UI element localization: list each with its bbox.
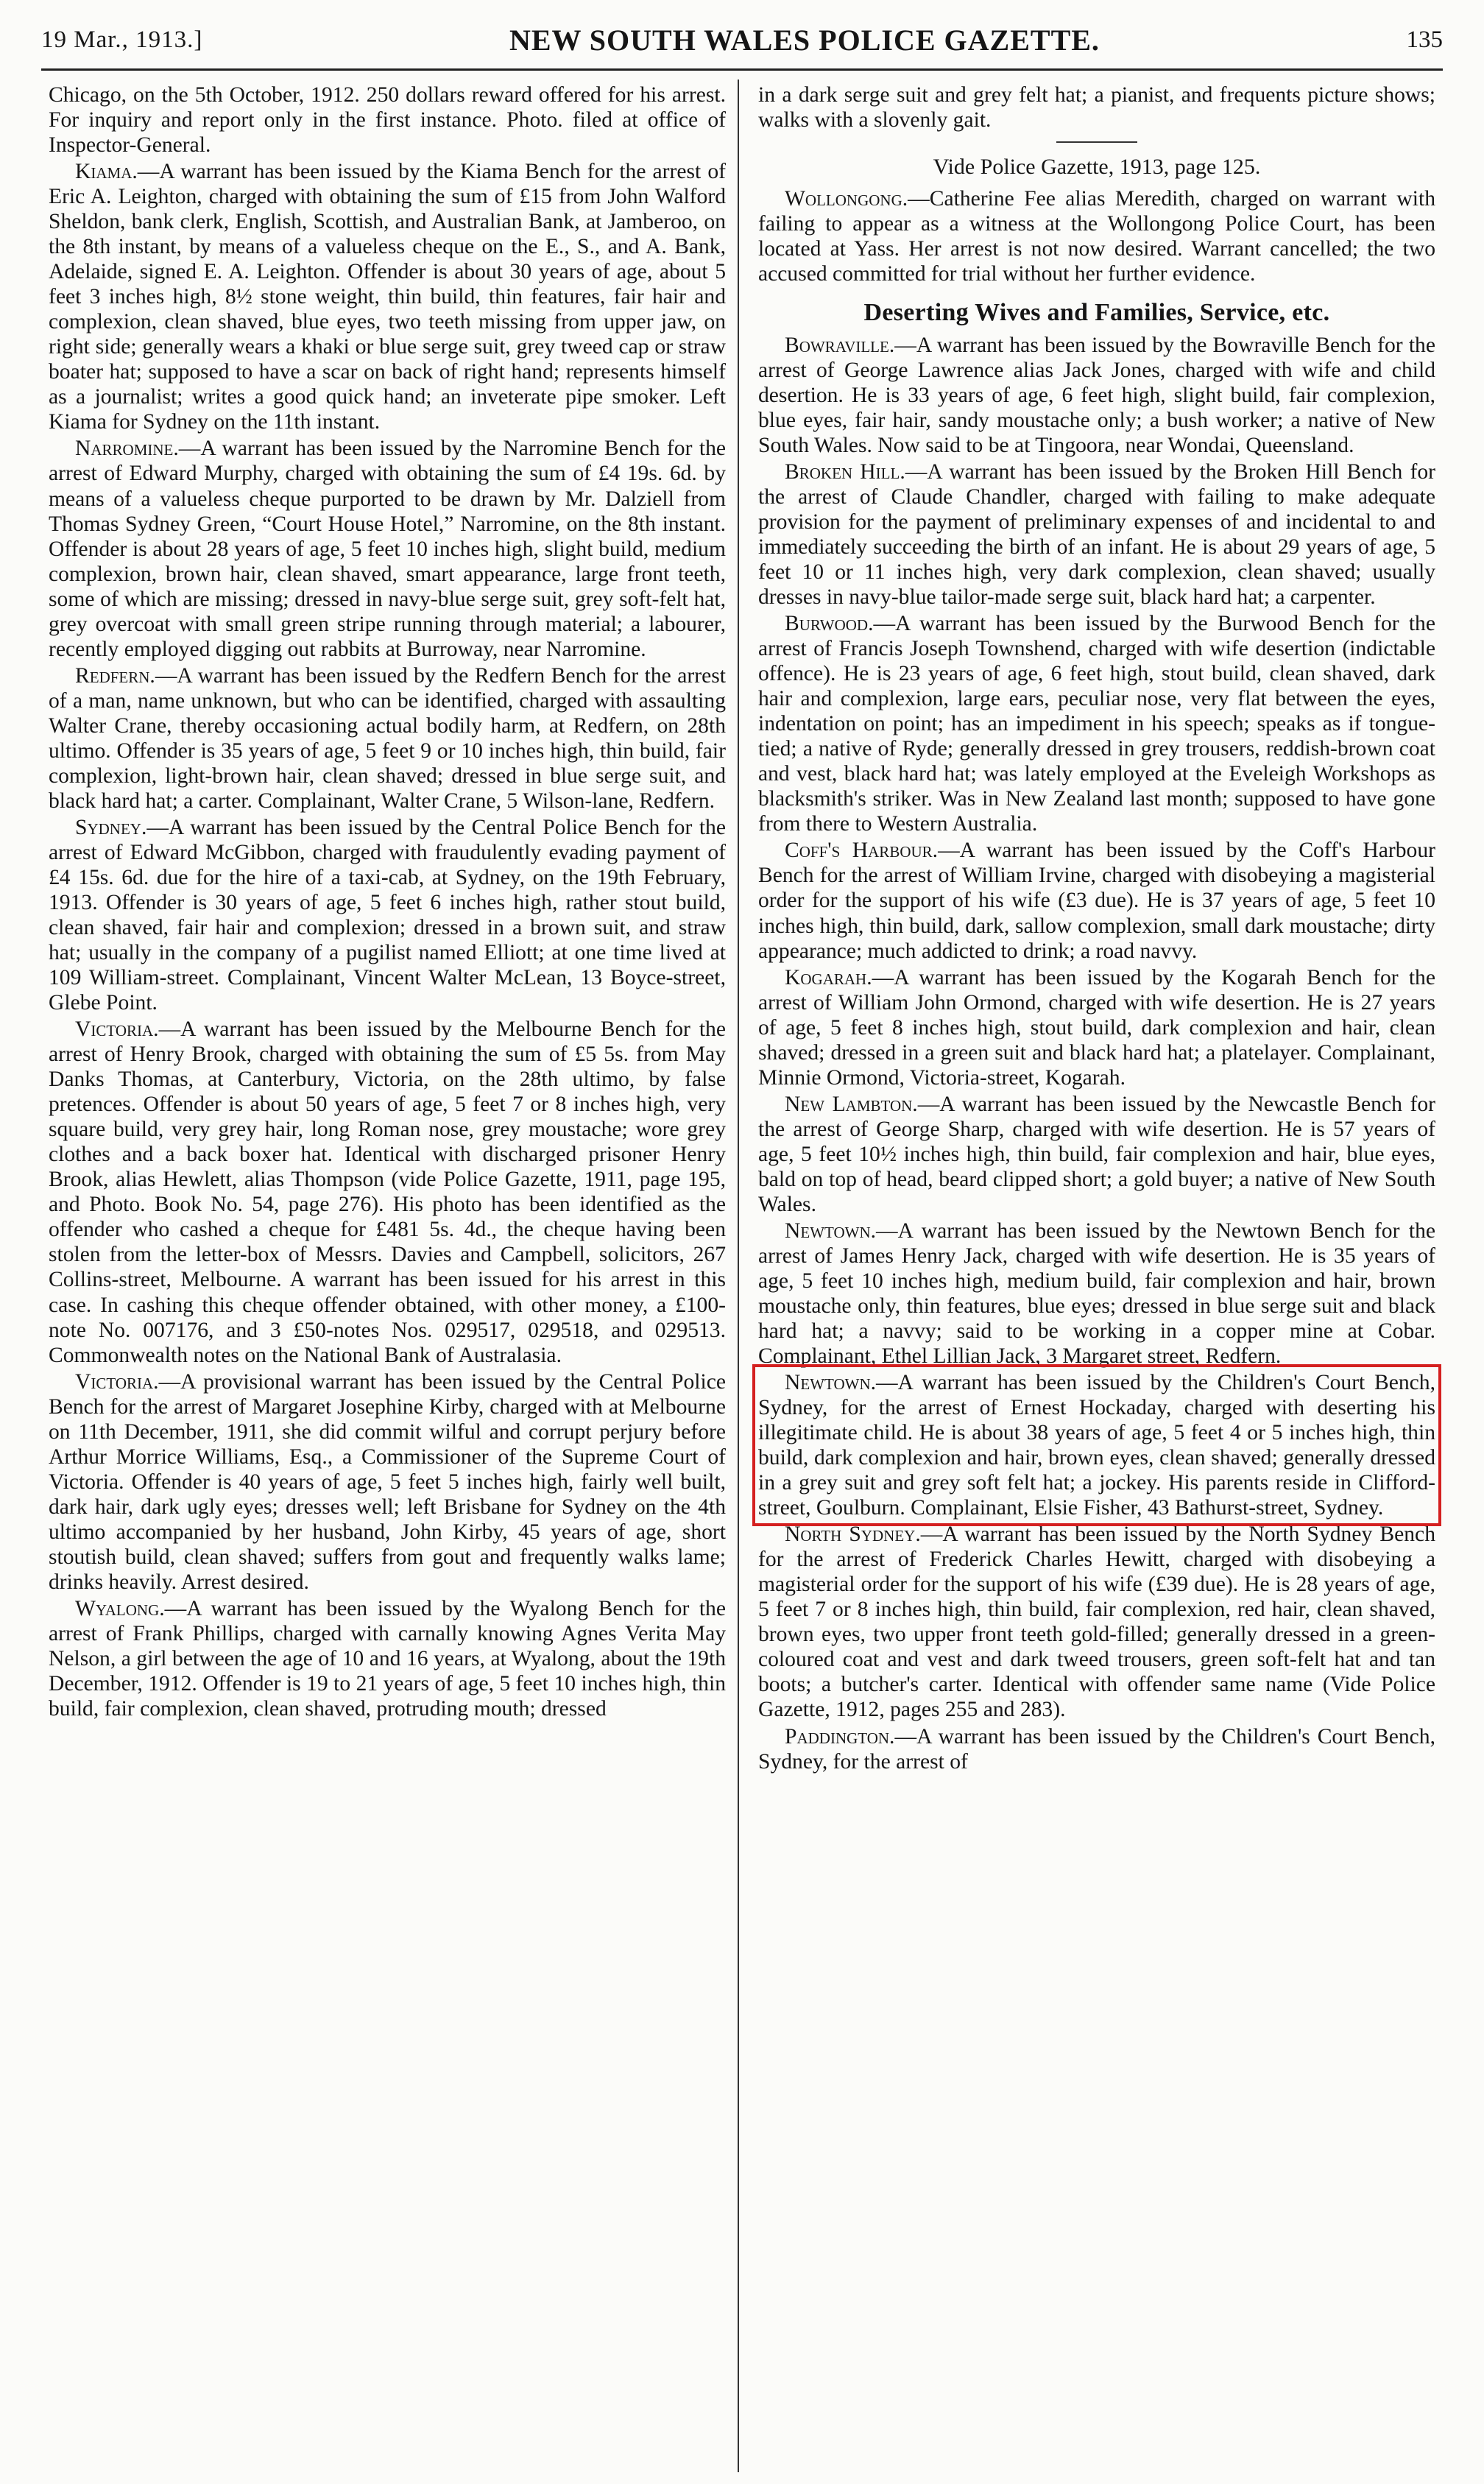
place-name: North Sydney. bbox=[785, 1522, 921, 1547]
place-name: Paddington. bbox=[785, 1724, 895, 1749]
paragraph bbox=[49, 159, 726, 434]
paragraph bbox=[758, 1522, 1435, 1722]
paragraph-text: —A warrant has been issued by the Coff's Harbour Bench for the arrest of William Irvine, charged with disobeying a magisterial order for the support of his wife (£3 due). He is 37 years of age, 5 feet 10 inches high, thin build, dark, sallow complexion, small dark moustache; dirty appearance; much addicted to drink; a road navvy. bbox=[758, 839, 1435, 963]
paragraph-text: —A warrant has been issued by the Children's Court Bench, Sydney, for the arrest of Ernest Hockaday, charged with deserting his illegitimate child. He is about 38 years of age, 5 feet 4 or 5 inches high, thin build, dark complexion and hair, brown eyes, clean shaved; generally dressed in a grey suit and grey soft felt hat; a jockey. His parents reside in Clifford-street, Goulburn. Complainant, Elsie Fisher, 43 Bathurst-street, Sydney. bbox=[758, 1371, 1435, 1520]
paragraph bbox=[49, 663, 726, 814]
place-name: Victoria. bbox=[75, 1369, 159, 1394]
header-rule bbox=[41, 68, 1443, 71]
paragraph-text: —Catherine Fee alias Meredith, charged on warrant with failing to appear as a witness at the Wollongong Police Court, has been located at Yass. Her arrest is not now desired. Warrant cancelled; the two accused committed for trial without her further evidence. bbox=[758, 186, 1435, 286]
paragraph-text: —A warrant has been issued by the Broken Hill Bench for the arrest of Claude Chandler, charged with failing to make adequate provision for the payment of preliminary expenses of and incidental to and immediately succeeding the birth of an infant. He is about 29 years of age, 5 feet 10 or 11 inches high, very dark complexion, clean shaved; usually dresses in navy-blue tailor-made serge suit, black hard hat; a carpenter. bbox=[758, 459, 1435, 610]
right-column bbox=[758, 82, 1435, 1776]
place-name: Kogarah. bbox=[785, 965, 872, 989]
paragraph-text: —A warrant has been issued by the Melbourne Bench for the arrest of Henry Brook, charged with obtaining the sum of £5 5s. from May Danks Thomas, at Canterbury, Victoria, on the 28th ultimo, by false pretences. Offender is about 50 years of age, 5 feet 7 or 8 inches high, very square build, very grey hair, long Roman nose, grey moustache; wore grey clothes and a back boxer hat. Identical with discharged prisoner Henry Brook, alias Hewlett, alias Thompson (vide Police Gazette, 1911, page 195, and Photo. Book No. 54, page 276). His photo has been identified as the offender who cashed a cheque for £481 5s. 4d., the cheque having been stolen from the letter-box of Messrs. Davies and Campbell, solicitors, 267 Collins-street, Melbourne. A warrant has been issued for his arrest in this case. In cashing this cheque offender obtained, with other money, a £100-note No. 007176, and 3 £50-notes Nos. 029517, 029518, and 029513. Commonwealth notes on the National Bank of Australasia. bbox=[49, 1017, 726, 1367]
page-number: 135 bbox=[1406, 26, 1443, 53]
paragraph-text: in a dark serge suit and grey felt hat; a pianist, and frequents picture shows; walks with a slovenly gait. bbox=[758, 83, 1435, 133]
paragraph-text: —A warrant has been issued by the Kiama Bench for the arrest of Eric A. Leighton, charged with obtaining the sum of £15 from John Walford Sheldon, bank clerk, English, Scottish, and Australian Bank, at Jamberoo, on the 8th instant, by means of a valueless cheque on the E., S., and A. Bank, Adelaide, signed E. A. Leighton. Offender is about 30 years of age, about 5 feet 3 inches high, 8½ stone weight, thin build, thin features, fair hair and complexion, clean shaved, blue eyes, two teeth missing from upper jaw, on right side; generally wears a khaki or blue serge suit, grey tweed cap or straw boater hat; supposed to have a scar on back of right hand; represents himself as a journalist; writes a good quick hand; an inveterate pipe smoker. Left Kiama for Sydney on the 11th instant. bbox=[49, 160, 726, 434]
paragraph-text: Chicago, on the 5th October, 1912. 250 dollars reward offered for his arrest. For inquiry and report only in the first instance. Photo. filed at office of Inspector-General. bbox=[49, 83, 726, 158]
place-name: Bowraville. bbox=[785, 333, 895, 357]
header-title: NEW SOUTH WALES POLICE GAZETTE. bbox=[509, 23, 1100, 57]
place-name: Newtown. bbox=[785, 1218, 877, 1243]
paragraph bbox=[758, 82, 1435, 133]
paragraph-text: —A warrant has been issued by the North Sydney Bench for the arrest of Frederick Charles Hewitt, charged with disobeying a magisterial order for the support of his wife (£39 due). He is 28 years of age, 5 feet 7 or 8 inches high, thin build, fair complexion, red hair, clean shaved, brown eyes, two upper front teeth gold-filled; generally dressed in a green-coloured coat and vest and dark tweed trousers, green soft-felt hat and tan boots; a butcher's carter. Identical with offender same name (Vide Police Gazette, 1912, pages 255 and 283). bbox=[758, 1522, 1435, 1722]
paragraph-text: —A warrant has been issued by the Central Police Bench for the arrest of Edward McGibbon, charged with fraudulently evading payment of £4 15s. 6d. due for the hire of a taxi-cab, at Sydney, on the 19th February, 1913. Offender is 30 years of age, 5 feet 6 inches high, rather stout build, clean shaved, fair hair and complexion; dressed in a brown suit, and straw hat; usually in the company of a pugilist named Elliott; at one time lived at 109 William-street. Complainant, Vincent Walter McLean, 13 Boyce-street, Glebe Point. bbox=[49, 815, 726, 1015]
paragraph bbox=[49, 436, 726, 661]
place-name: Redfern. bbox=[75, 663, 155, 688]
paragraph-text: —A warrant has been issued by the Bowraville Bench for the arrest of George Lawrence alias Jack Jones, charged with wife and child desertion. He is 33 years of age, 6 feet high, slight build, fair complexion, blue eyes, fair hair, sandy moustache only; a bush worker; a native of New South Wales. Now said to be at Tingoora, near Wondai, Queensland. bbox=[758, 333, 1435, 457]
vide-reference: Vide Police Gazette, 1913, page 125. bbox=[933, 155, 1261, 180]
place-name: Wollongong. bbox=[785, 186, 908, 211]
column-divider bbox=[738, 80, 739, 2472]
paragraph-text: —A warrant has been issued by the Kogarah Bench for the arrest of William John Ormond, charged with wife desertion. He is 27 years of age, 5 feet 8 inches high, stout build, dark complexion and hair, clean shaved; dressed in a green suit and black hard hat; a platelayer. Complainant, Minnie Ormond, Victoria-street, Kogarah. bbox=[758, 965, 1435, 1090]
paragraph bbox=[758, 1218, 1435, 1369]
paragraph bbox=[49, 82, 726, 158]
paragraph-text: —A provisional warrant has been issued by the Central Police Bench for the arrest of Margaret Josephine Kirby, charged with at Melbourne on 11th December, 1911, she did commit wilful and corrupt perjury before Arthur Morrice Williams, Esq., a Commissioner of the Supreme Court of Victoria. Offender is 40 years of age, 5 feet 5 inches high, fairly well built, dark hair, dark ugly eyes; dresses well; left Brisbane for Sydney on the 4th ultimo accompanied by her husband, John Kirby, 45 years of age, short stoutish build, clean shaved; suffers from gout and frequently walks lame; drinks heavily. Arrest desired. bbox=[49, 1369, 726, 1594]
place-name: Victoria. bbox=[75, 1017, 159, 1042]
paragraph bbox=[758, 186, 1435, 286]
paragraph-text: —A warrant has been issued by the Newcastle Bench for the arrest of George Sharp, charged with wife desertion. He is 57 years of age, 5 feet 10½ inches high, thin build, fair complexion and hair, blue eyes, bald on top of head, beard clipped short; a gold buyer; a native of New South Wales. bbox=[758, 1092, 1435, 1216]
place-name: Coff's Harbour. bbox=[785, 839, 939, 863]
place-name: Wyalong. bbox=[75, 1596, 165, 1620]
separator-rule bbox=[1056, 141, 1137, 143]
paragraph bbox=[49, 1369, 726, 1595]
paragraph bbox=[49, 1017, 726, 1367]
paragraph-text: —A warrant has been issued by the Wyalong Bench for the arrest of Frank Phillips, charged with carnally knowing Agnes Verita May Nelson, a girl between the age of 10 and 16 years, at Wyalong, about the 19th December, 1912. Offender is 19 to 21 years of age, 5 feet 10 inches high, thin build, fair complexion, clean shaved, protruding mouth; dressed bbox=[49, 1596, 726, 1721]
paragraph bbox=[49, 1596, 726, 1721]
paragraph bbox=[758, 333, 1435, 458]
paragraph bbox=[758, 965, 1435, 1090]
paragraph-text: —A warrant has been issued by the Children's Court Bench, Sydney, for the arrest of bbox=[758, 1724, 1435, 1774]
place-name: Sydney. bbox=[75, 815, 147, 839]
paragraph-text: —A warrant has been issued by the Newtown Bench for the arrest of James Henry Jack, charged with wife desertion. He is 35 years of age, 5 feet 10 inches high, medium build, fair complexion and hair, brown moustache only, thin features, blue eyes; dressed in blue serge suit and black hard hat; a navvy; said to be working in a copper mine at Cobar. Complainant, Ethel Lillian Jack, 3 Margaret street, Redfern. bbox=[758, 1218, 1435, 1369]
place-name: Newtown. bbox=[785, 1371, 877, 1395]
paragraph bbox=[758, 1724, 1435, 1774]
header-date: 19 Mar., 1913.] bbox=[41, 26, 203, 53]
section-heading: Deserting Wives and Families, Service, etc. bbox=[863, 298, 1330, 326]
place-name: Broken Hill. bbox=[785, 459, 905, 484]
place-name: Burwood. bbox=[785, 612, 874, 636]
paragraph-text: —A warrant has been issued by the Redfern Bench for the arrest of a man, name unknown, but who can be identified, charged with assaulting Walter Crane, thereby occasioning actual bodily harm, at Redfern, on 28th ultimo. Offender is 35 years of age, 5 feet 9 or 10 inches high, thin build, fair complexion, light-brown hair, clean shaved; dressed in blue serge suit, and black hard hat; a carter. Complainant, Walter Crane, 5 Wilson-lane, Redfern. bbox=[49, 663, 726, 813]
left-column bbox=[49, 82, 726, 1723]
page-header bbox=[41, 16, 1443, 63]
place-name: Narromine. bbox=[75, 437, 179, 461]
paragraph bbox=[758, 1092, 1435, 1217]
paragraph-text: —A warrant has been issued by the Narromine Bench for the arrest of Edward Murphy, charged with obtaining the sum of £4 19s. 6d. by means of a valueless cheque purported to be drawn by Mr. Dalziell from Thomas Sydney Green, “Court House Hotel,” Narromine, on the 8th instant. Offender is about 28 years of age, 5 feet 10 inches high, slight build, medium complexion, brown hair, clean shaved, smart appearance, large front teeth, some of which are missing; dressed in navy-blue serge suit, grey soft-felt hat, grey overcoat with small green stripe running through material; a labourer, recently employed digging out rabbits at Burroway, near Narromine. bbox=[49, 437, 726, 661]
highlighted-paragraph bbox=[758, 1370, 1435, 1520]
paragraph-text: —A warrant has been issued by the Burwood Bench for the arrest of Francis Joseph Townshend, charged with wife desertion (indictable offence). He is 23 years of age, 6 feet high, stout build, clean shaved, dark hair and complexion, large ears, peculiar nose, very flat between the eyes, indentation on point; has an impediment in his speech; speaks as if tongue-tied; a native of Ryde; generally dressed in grey trousers, reddish-brown coat and vest, black hard hat; was lately employed at the Eveleigh Workshops as blacksmith's striker. Was in New Zealand last month; supposed to have gone from there to Western Australia. bbox=[758, 612, 1435, 836]
paragraph bbox=[758, 459, 1435, 610]
paragraph bbox=[758, 838, 1435, 963]
paragraph bbox=[49, 815, 726, 1015]
place-name: Kiama. bbox=[75, 160, 138, 184]
paragraph bbox=[758, 611, 1435, 836]
place-name: New Lambton. bbox=[785, 1092, 918, 1116]
